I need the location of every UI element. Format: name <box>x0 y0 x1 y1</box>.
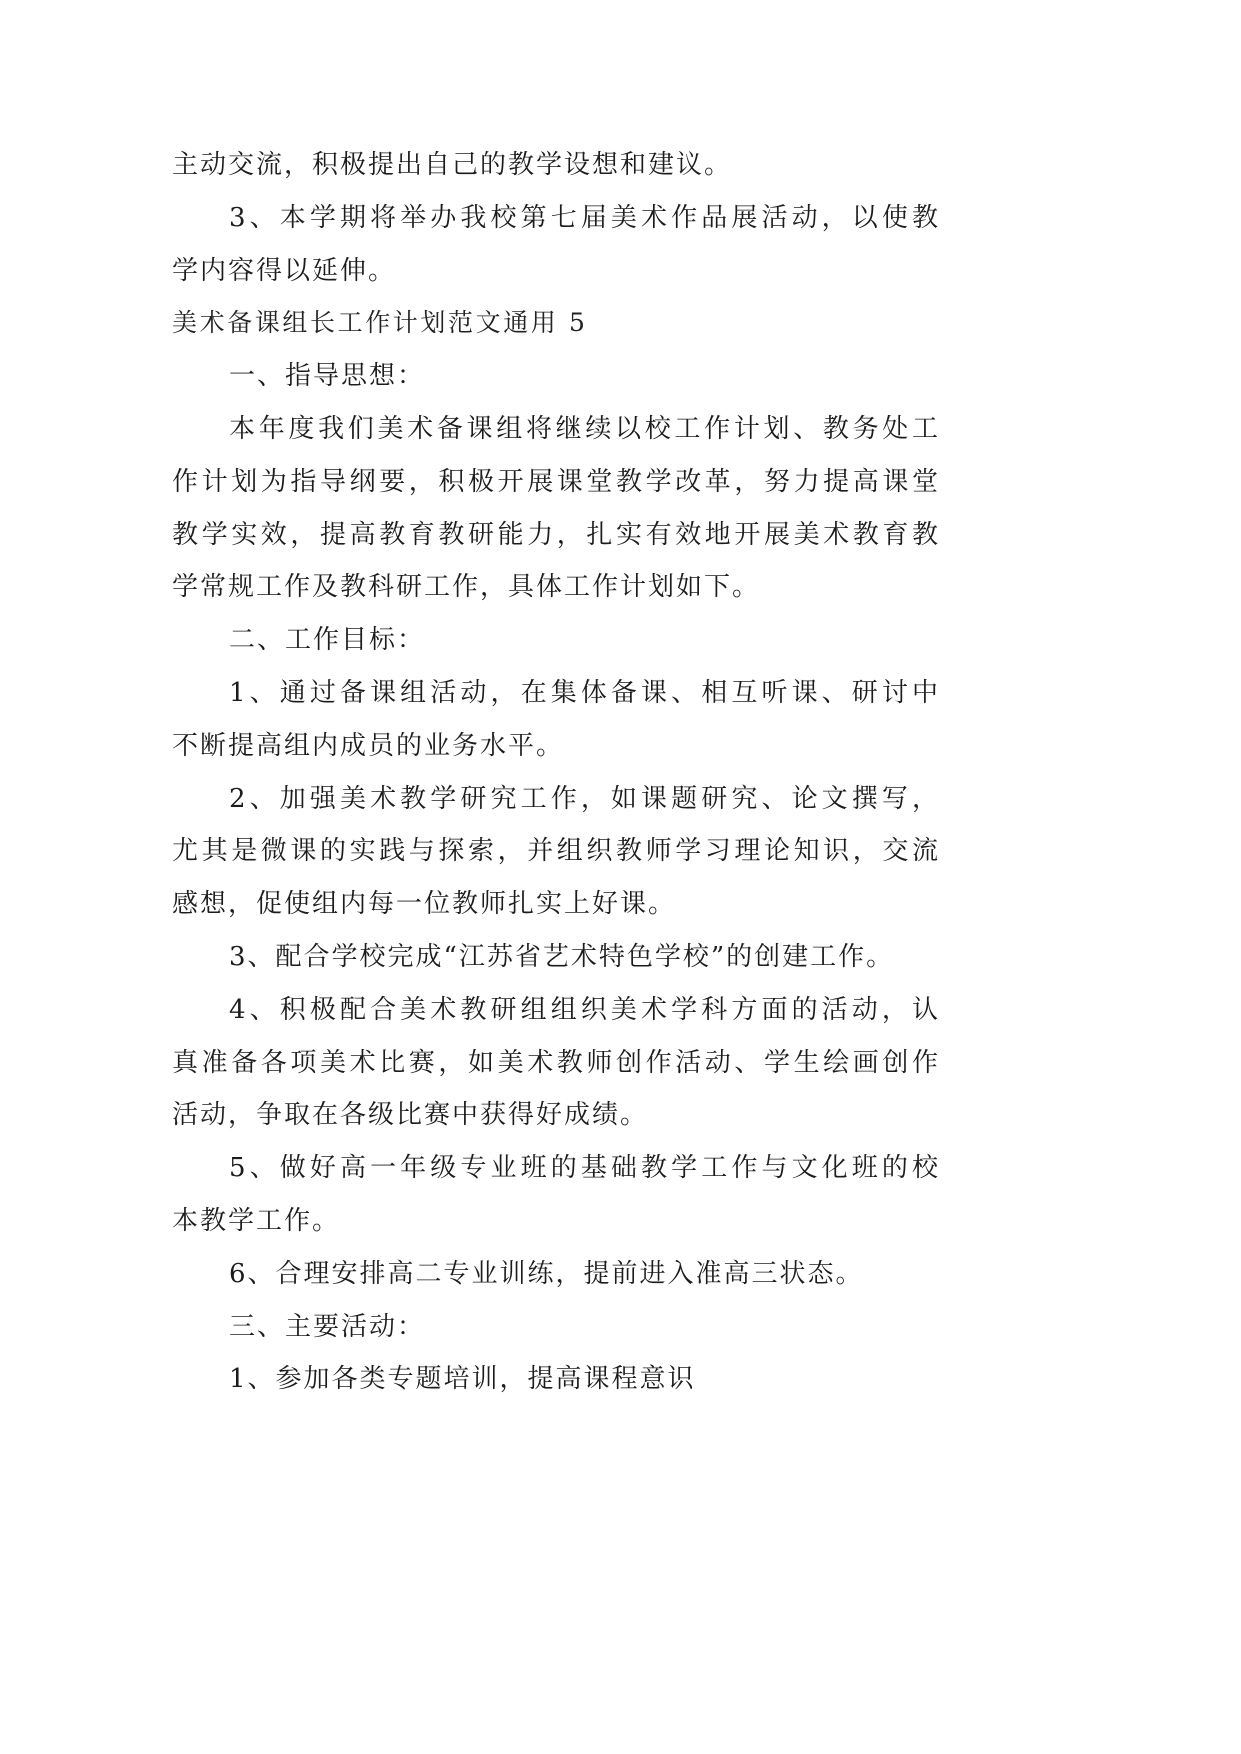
paragraph <box>172 1142 940 1248</box>
article-title: 美术备课组长工作计划范文通用 5 <box>172 308 588 338</box>
text-line: 活动，争取在各级比赛中获得好成绩。 <box>172 1100 649 1131</box>
text-line: 学内容得以延伸。 <box>172 255 397 286</box>
paragraph <box>172 139 940 192</box>
text-line: 本教学工作。 <box>172 1205 341 1236</box>
text-line: 5、做好高一年级专业班的基础教学工作与文化班的校 <box>229 1153 940 1184</box>
text-line: 3、配合学校完成“江苏省艺术特色学校”的创建工作。 <box>229 941 895 972</box>
text-line: 本年度我们美术备课组将继续以校工作计划、教务处工 <box>229 413 940 444</box>
text-line: 感想，促使组内每一位教师扎实上好课。 <box>172 889 677 920</box>
text-line: 4、积极配合美术教研组组织美术学科方面的活动，认 <box>229 994 940 1025</box>
text-line: 主动交流，积极提出自己的教学设想和建议。 <box>172 150 733 180</box>
text-line: 尤其是微课的实践与探索，并组织教师学习理论知识，交流 <box>172 836 940 867</box>
text-line: 3、本学期将举办我校第七届美术作品展活动，以使教 <box>229 202 940 233</box>
text-line: 1、通过备课组活动，在集体备课、相互听课、研讨中 <box>229 677 940 708</box>
text-line: 学常规工作及教科研工作，具体工作计划如下。 <box>172 572 761 603</box>
paragraph <box>172 403 940 614</box>
section-heading: 三、主要活动： <box>229 1311 426 1342</box>
text-line: 教学实效，提高教育教研能力，扎实有效地开展美术教育教 <box>172 519 940 550</box>
text-line: 6、合理安排高二专业训练，提前进入准高三状态。 <box>229 1258 864 1289</box>
paragraph <box>172 984 940 1142</box>
text-line: 真准备各项美术比赛，如美术教师创作活动、学生绘画创作 <box>172 1047 940 1078</box>
text-line: 2、加强美术教学研究工作，如课题研究、论文撰写， <box>229 783 940 814</box>
text-line: 1、参加各类专题培训，提高课程意识 <box>229 1364 696 1395</box>
paragraph <box>172 667 940 773</box>
paragraph <box>172 773 940 931</box>
text-line: 不断提高组内成员的业务水平。 <box>172 730 565 761</box>
paragraph <box>172 1248 940 1301</box>
document-body <box>172 139 940 1406</box>
text-line: 作计划为指导纲要，积极开展课堂教学改革，努力提高课堂 <box>172 466 940 497</box>
paragraph <box>172 1353 940 1406</box>
section-heading: 二、工作目标： <box>229 625 426 656</box>
section-heading: 一、指导思想： <box>229 361 426 392</box>
paragraph <box>172 192 940 298</box>
paragraph <box>172 931 940 984</box>
